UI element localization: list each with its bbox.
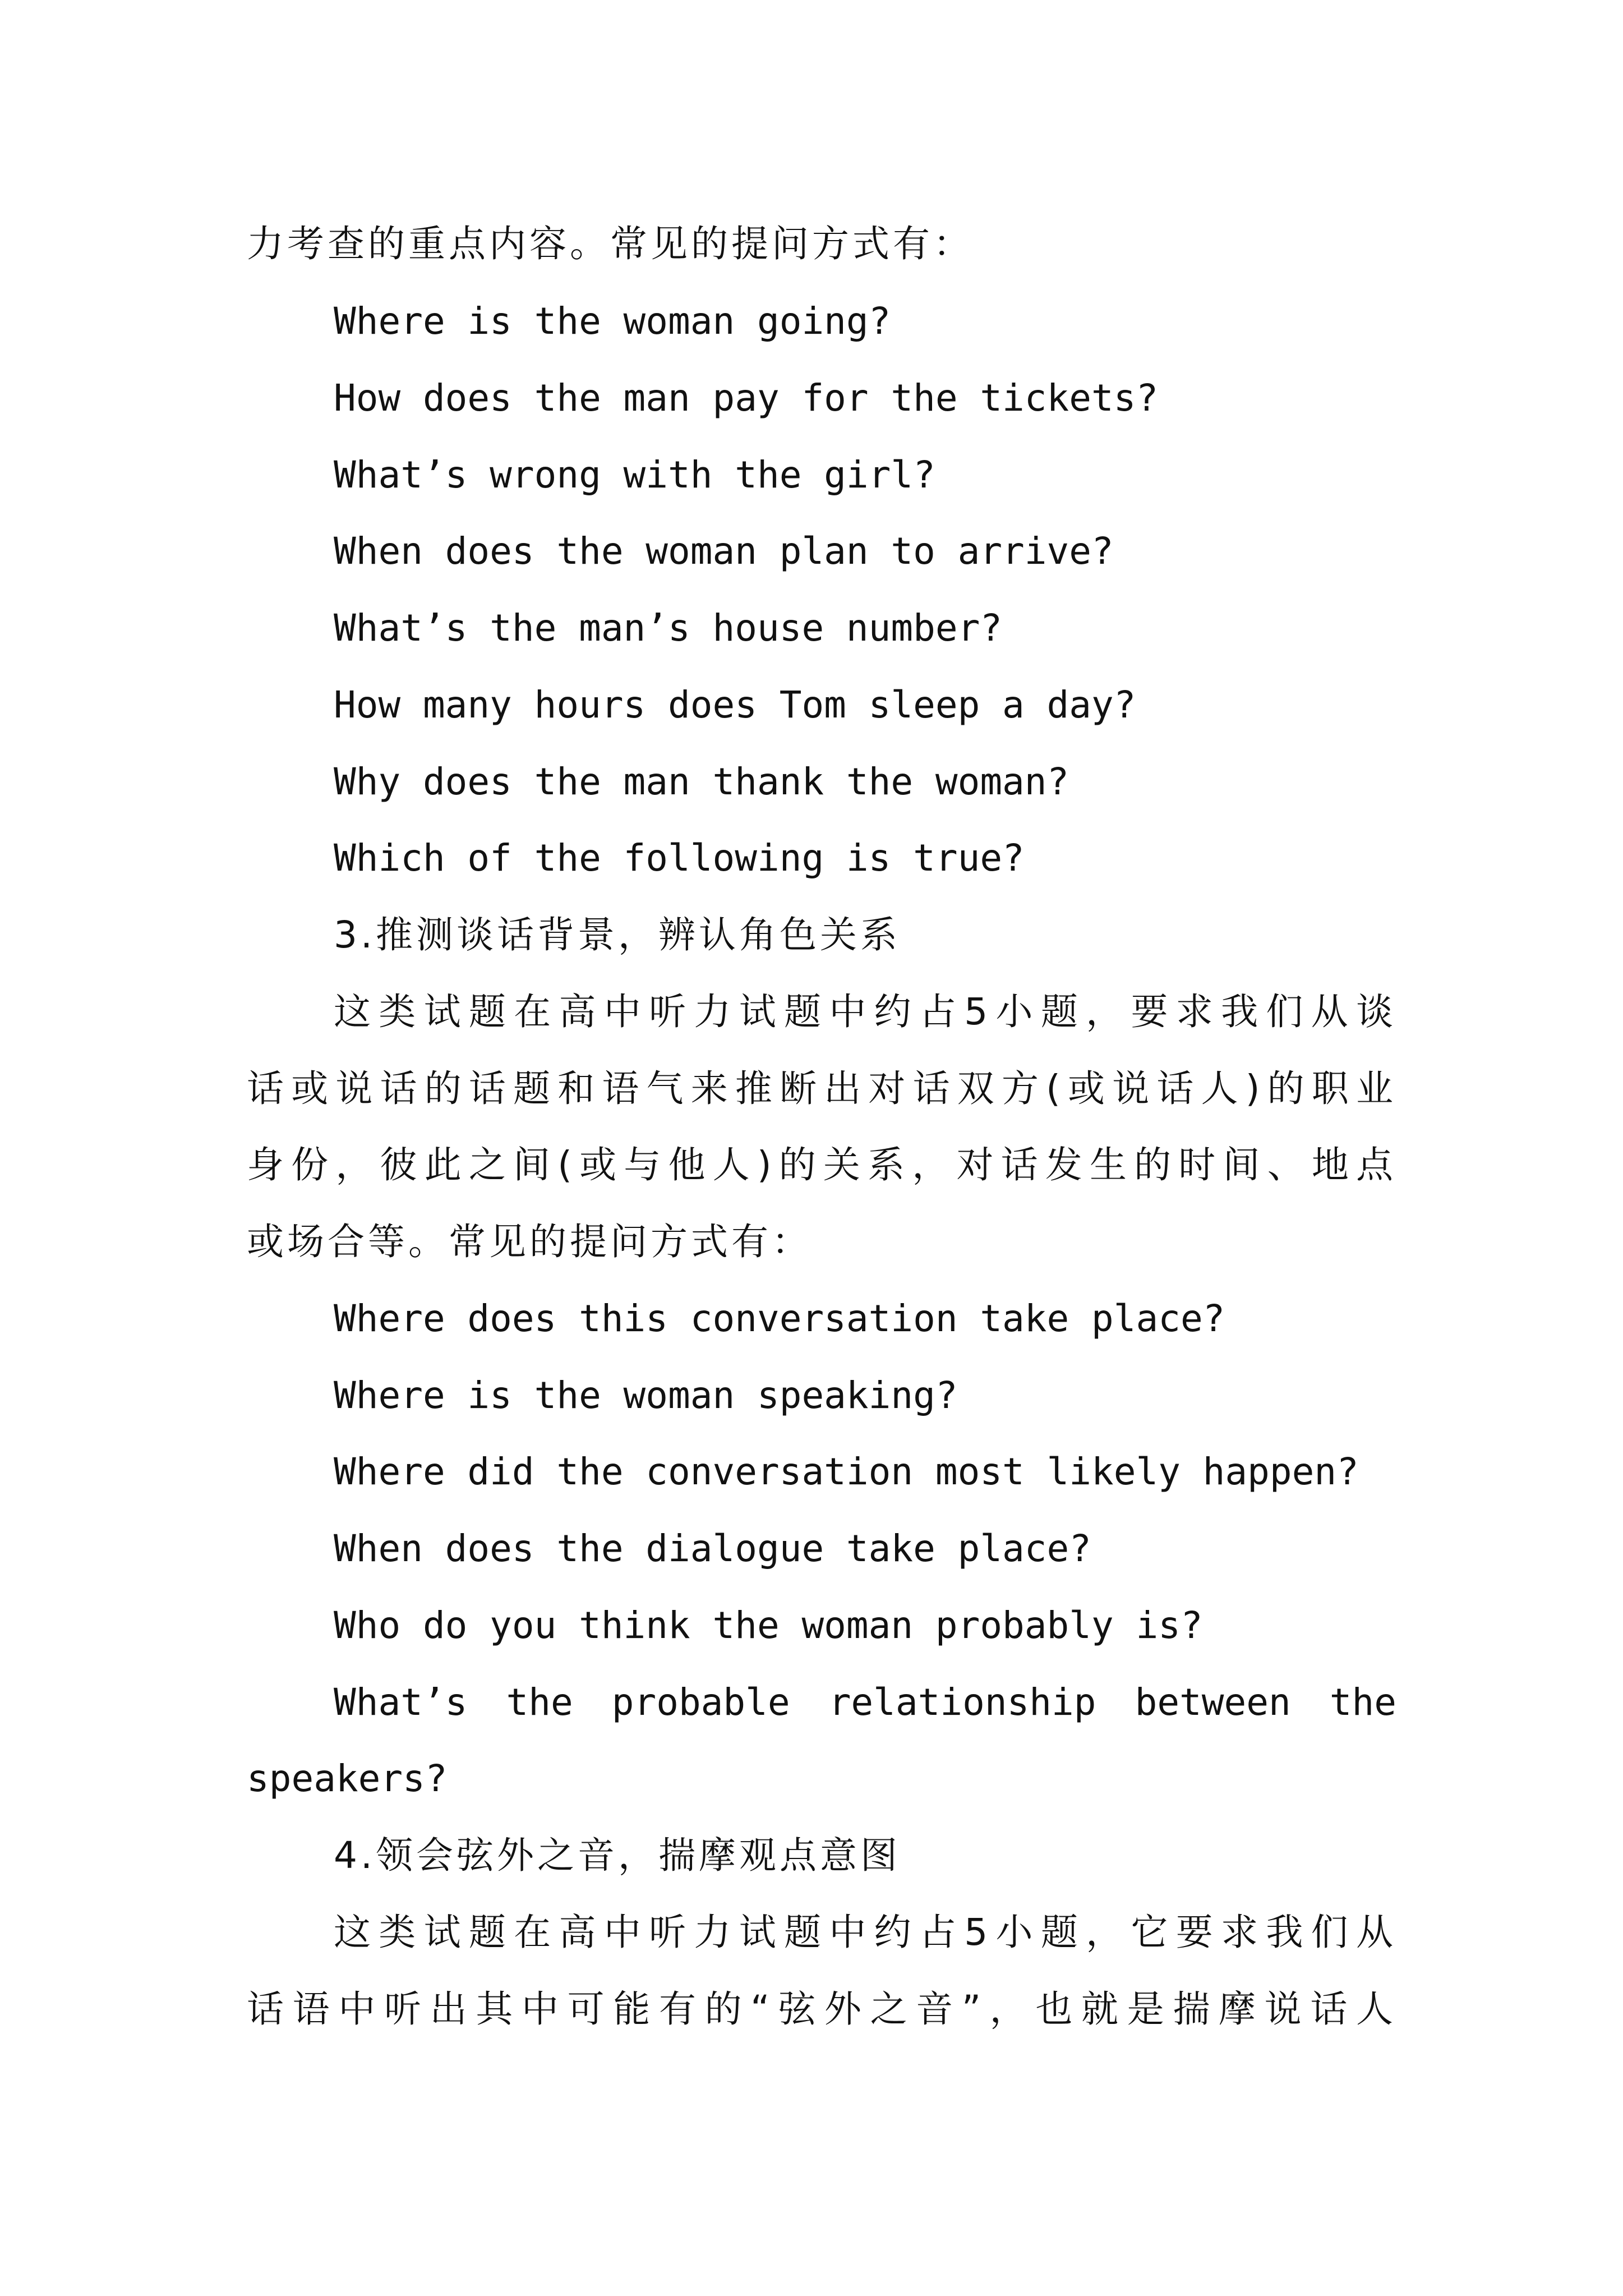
question-example: Who do you think the woman probably is? (334, 1604, 1203, 1647)
question-example: When does the dialogue take place? (334, 1527, 1092, 1570)
question-example: What’s wrong with the girl? (334, 453, 935, 496)
question-example: Where did the conversation most likely happen? (334, 1450, 1359, 1493)
section-heading: 3.推测谈话背景，辨认角色关系 (334, 913, 901, 956)
paragraph-line: 这类试题在高中听力试题中约占5小题，要求我们从谈 (334, 990, 1396, 1033)
question-example: When does the woman plan to arrive? (334, 530, 1114, 573)
question-example: Where is the woman speaking? (334, 1374, 958, 1417)
section-heading: 4.领会弦外之音，揣摩观点意图 (334, 1834, 901, 1877)
question-example: What’s the probable relationship between the (334, 1681, 1396, 1724)
question-example: Where is the woman going? (334, 300, 891, 343)
paragraph-line: 或场合等。常见的提问方式有： (247, 1220, 812, 1263)
paragraph-line: 这类试题在高中听力试题中约占5小题，它要求我们从 (334, 1911, 1396, 1954)
question-example: How many hours does Tom sleep a day? (334, 683, 1136, 726)
question-example: Where does this conversation take place? (334, 1297, 1225, 1340)
question-example: What’s the man’s house number? (334, 606, 1003, 650)
paragraph-continuation: 力考查的重点内容。常见的提问方式有： (247, 222, 974, 265)
question-example: How does the man pay for the tickets? (334, 376, 1159, 420)
question-example-continuation: speakers? (247, 1757, 448, 1800)
question-example: Which of the following is true? (334, 836, 1025, 880)
paragraph-line: 话语中听出其中可能有的“弦外之音”，也就是揣摩说话人 (247, 1987, 1396, 2031)
paragraph-line: 话或说话的话题和语气来推断出对话双方(或说话人)的职业 (247, 1067, 1396, 1110)
question-example: Why does the man thank the woman? (334, 760, 1069, 803)
paragraph-line: 身份，彼此之间(或与他人)的关系，对话发生的时间、地点 (247, 1143, 1396, 1186)
